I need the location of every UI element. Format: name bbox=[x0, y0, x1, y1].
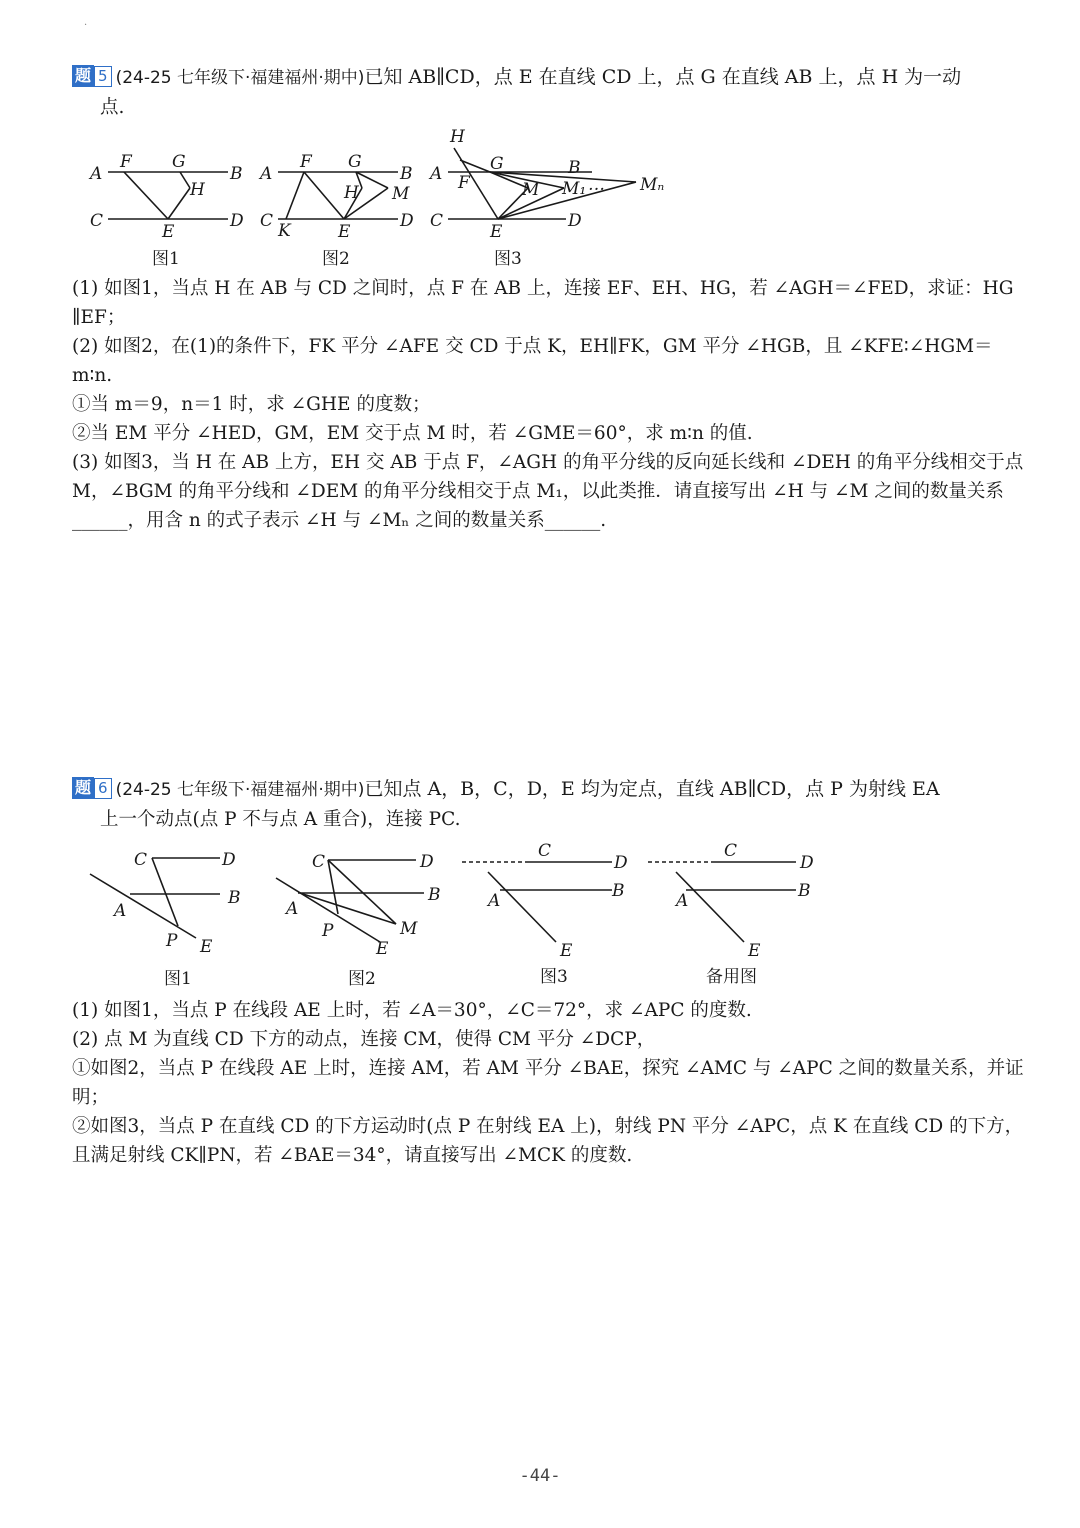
problem-tag: 题 bbox=[72, 777, 94, 799]
problem-5-header bbox=[72, 62, 1032, 93]
label-C: C bbox=[260, 211, 274, 231]
problem-5-questions bbox=[72, 274, 1032, 535]
question-2-part-2-cont: 且满足射线 CK∥PN，若 ∠BAE＝34°，请直接写出 ∠MCK 的度数. bbox=[72, 1145, 633, 1166]
problem-tag: 题 bbox=[72, 65, 94, 87]
label-B: B bbox=[612, 881, 625, 901]
label-A: A bbox=[114, 901, 127, 921]
label-E: E bbox=[338, 222, 351, 242]
label-D: D bbox=[420, 852, 434, 872]
problem-source: (24-25 七年级下·福建福州·期中) bbox=[115, 68, 365, 88]
problem-stem-cont: 点. bbox=[100, 97, 125, 118]
label-D: D bbox=[222, 850, 236, 870]
label-D: D bbox=[230, 211, 244, 231]
problem-stem: 已知 AB∥CD，点 E 在直线 CD 上，点 G 在直线 AB 上，点 H 为一动 bbox=[364, 66, 962, 88]
label-B: B bbox=[400, 164, 413, 184]
label-C: C bbox=[430, 211, 444, 231]
fig-caption: 图1 bbox=[164, 969, 192, 989]
label-G: G bbox=[490, 154, 504, 174]
label-dots: … bbox=[588, 175, 605, 195]
label-A: A bbox=[430, 164, 443, 184]
fig-caption: 图2 bbox=[322, 249, 350, 269]
label-C: C bbox=[724, 841, 738, 861]
question-1: (1) 如图1，当点 P 在线段 AE 上时，若 ∠A＝30°，∠C＝72°，求 ∠APC 的度数. bbox=[72, 1000, 752, 1021]
label-B: B bbox=[568, 158, 581, 178]
label-E: E bbox=[560, 941, 573, 961]
label-M: M bbox=[400, 919, 418, 939]
question-3-cont: M，∠BGM 的角平分线和 ∠DEM 的角平分线相交于点 M₁，以此类推．请直接写出 ∠H 与 ∠M 之间的数量关系 bbox=[72, 481, 1004, 502]
label-B: B bbox=[228, 888, 241, 908]
question-2: (2) 如图2，在(1)的条件下，FK 平分 ∠AFE 交 CD 于点 K，EH∥FK，GM 平分 ∠HGB，且 ∠KFE∶∠HGM＝ bbox=[72, 336, 993, 357]
question-2-part-2: ②如图3，当点 P 在直线 CD 的下方运动时(点 P 在射线 EA 上)，射线 PN 平分 ∠APC，点 K 在直线 CD 的下方， bbox=[72, 1116, 1024, 1137]
label-E: E bbox=[200, 937, 213, 957]
label-A: A bbox=[488, 891, 501, 911]
label-G: G bbox=[172, 152, 186, 172]
label-B: B bbox=[428, 885, 441, 905]
label-Mn: Mₙ bbox=[640, 175, 665, 195]
label-E: E bbox=[490, 222, 503, 242]
label-D: D bbox=[568, 211, 582, 231]
question-2-part-1: ①当 m＝9，n＝1 时，求 ∠GHE 的度数； bbox=[72, 394, 431, 415]
label-C: C bbox=[90, 211, 104, 231]
question-1-cont: ∥EF； bbox=[72, 307, 126, 328]
label-H: H bbox=[344, 183, 359, 203]
fig-caption: 备用图 bbox=[706, 967, 757, 987]
label-A: A bbox=[90, 164, 103, 184]
label-B: B bbox=[230, 164, 243, 184]
p5-figures bbox=[80, 122, 680, 276]
question-2: (2) 点 M 为直线 CD 下方的动点，连接 CM，使得 CM 平分 ∠DCP， bbox=[72, 1029, 656, 1050]
question-2-cont: m∶n. bbox=[72, 365, 113, 386]
label-H: H bbox=[190, 180, 205, 200]
label-E: E bbox=[748, 941, 761, 961]
p5-figures-svg bbox=[80, 122, 680, 272]
label-M: M bbox=[522, 180, 540, 200]
fig-caption: 图1 bbox=[152, 249, 180, 269]
problem-source: (24-25 七年级下·福建福州·期中) bbox=[115, 780, 365, 800]
fig-caption: 图2 bbox=[348, 969, 376, 989]
label-E: E bbox=[376, 939, 389, 959]
label-C: C bbox=[312, 852, 326, 872]
question-1: (1) 如图1，当点 H 在 AB 与 CD 之间时，点 F 在 AB 上，连接 EF、EH、HG，若 ∠AGH＝∠FED，求证：HG bbox=[72, 278, 1014, 299]
problem-6 bbox=[72, 774, 1032, 834]
problem-stem-cont: 上一个动点(点 P 不与点 A 重合)，连接 PC. bbox=[100, 809, 461, 830]
question-2-part-1: ①如图2，当点 P 在线段 AE 上时，连接 AM，若 AM 平分 ∠BAE，探究 ∠AMC 与 ∠APC 之间的数量关系，并证 bbox=[72, 1058, 1024, 1079]
label-K: K bbox=[278, 221, 291, 241]
page-number: -44- bbox=[519, 1466, 561, 1486]
fig-caption: 图3 bbox=[494, 249, 522, 269]
label-A: A bbox=[286, 899, 299, 919]
label-M1: M₁ bbox=[562, 179, 587, 199]
question-2-part-1-cont: 明； bbox=[72, 1087, 110, 1108]
problem-6-header bbox=[72, 774, 1032, 805]
label-H: H bbox=[450, 127, 465, 147]
label-D: D bbox=[614, 853, 628, 873]
label-A: A bbox=[260, 164, 273, 184]
label-C: C bbox=[134, 850, 148, 870]
label-F: F bbox=[300, 152, 312, 172]
label-P: P bbox=[322, 921, 334, 941]
label-D: D bbox=[400, 211, 414, 231]
fig-caption: 图3 bbox=[540, 967, 568, 987]
problem-5 bbox=[72, 62, 1032, 122]
question-3: (3) 如图3，当 H 在 AB 上方，EH 交 AB 于点 F，∠AGH 的角平分线的反向延长线和 ∠DEH 的角平分线相交于点 bbox=[72, 452, 1024, 473]
question-2-part-2: ②当 EM 平分 ∠HED，GM，EM 交于点 M 时，若 ∠GME＝60°，求 m∶n 的值. bbox=[72, 423, 753, 444]
label-F: F bbox=[120, 152, 132, 172]
problem-stem: 已知点 A，B，C，D，E 均为定点，直线 AB∥CD，点 P 为射线 EA bbox=[364, 778, 940, 800]
p6-figures-svg bbox=[80, 838, 840, 994]
problem-6-questions bbox=[72, 996, 1032, 1170]
top-mark: · bbox=[84, 20, 88, 31]
label-B: B bbox=[798, 881, 811, 901]
label-G: G bbox=[348, 152, 362, 172]
question-3-cont2: ______，用含 n 的式子表示 ∠H 与 ∠Mₙ 之间的数量关系______. bbox=[72, 510, 607, 531]
label-D: D bbox=[800, 853, 814, 873]
label-M: M bbox=[392, 184, 410, 204]
label-P: P bbox=[166, 931, 178, 951]
p6-figures bbox=[80, 838, 840, 998]
label-C: C bbox=[538, 841, 552, 861]
label-F: F bbox=[458, 173, 470, 193]
label-A: A bbox=[676, 891, 689, 911]
problem-number: 6 bbox=[94, 778, 112, 799]
problem-number: 5 bbox=[94, 66, 112, 87]
label-E: E bbox=[162, 222, 175, 242]
